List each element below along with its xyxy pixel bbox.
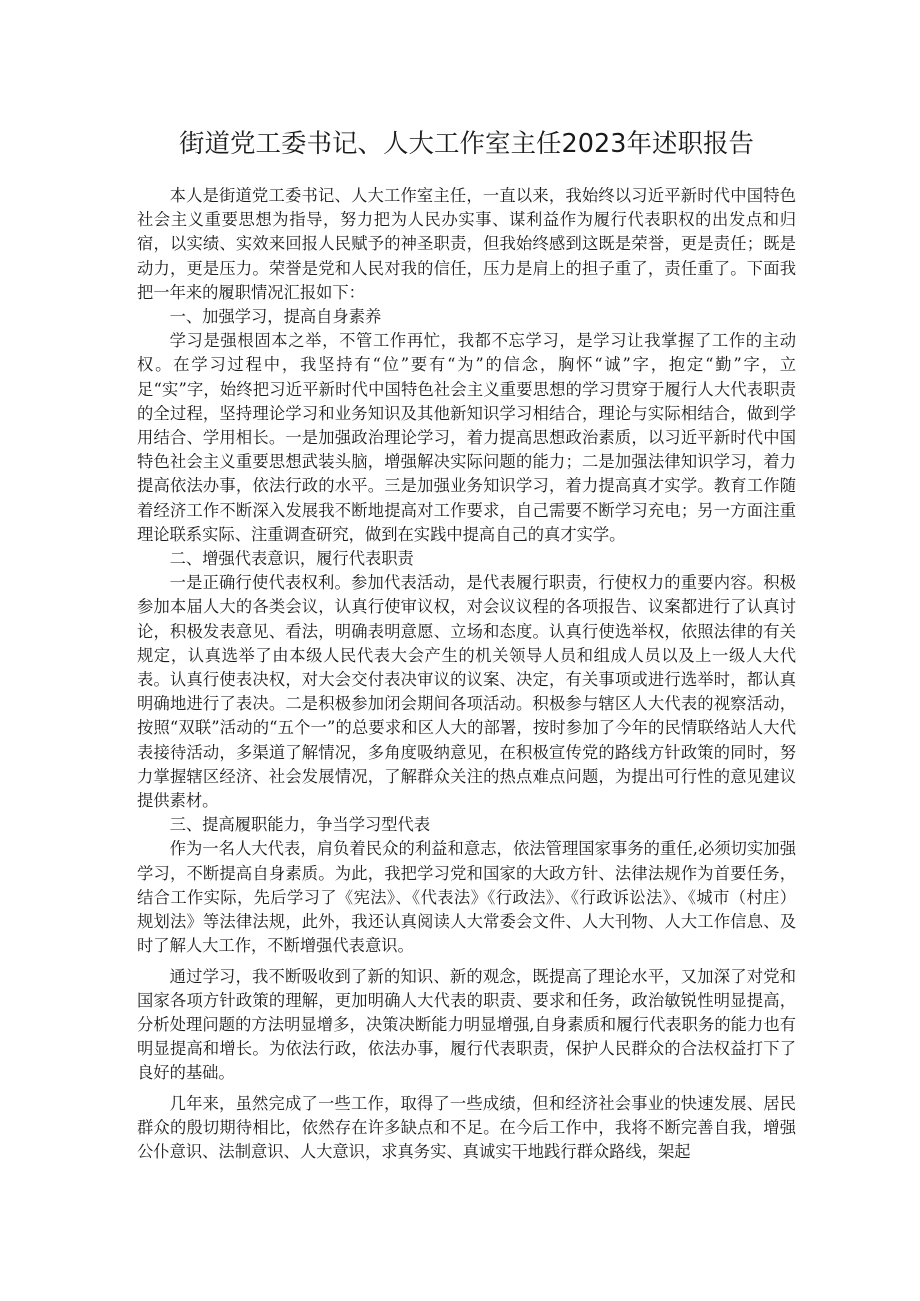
section-body-2: 一是正确行使代表权利。参加代表活动，是代表履行职责，行使权力的重要内容。积极参加本届人大的各类会议，认真行使审议权，对会议议程的各项报告、议案都进行了认真讨论，积极发表意见、看法，明确表明意愿、立场和态度。认真行使选举权，依照法律的有关规定，认真选举了由本级人民代表大会产生的机关领导人员和组成人员以及上一级人大代表。认真行使表决权，对大会交付表决审议的议案、决定，有关事项或进行选举时，都认真明确地进行了表决。二是积极参加闭会期间各项活动。积极参与辖区人大代表的视察活动，按照“双联”活动的“五个一”的总要求和区人大的部署，按时参加了今年的民情联络站人大代表接待活动，多渠道了解情况，多角度吸纳意见，在积极宣传党的路线方针政策的同时，努力掌握辖区经济、社会发展情况，了解群众关注的热点难点问题，为提出可行性的意见建议提供素材。 [137, 573, 796, 811]
document-title: 街道党工委书记、人大工作室主任2023年述职报告 [179, 129, 754, 159]
study-results-paragraph: 通过学习，我不断吸收到了新的知识、新的观念，既提高了理论水平，又加深了对党和国家各项方针政策的理解，更加明确人大代表的职责、要求和任务，政治敏锐性明显提高，分析处理问题的方法明显增多，决策决断能力明显增强,自身素质和履行代表职务的能力也有明显提高和增长。为依法行政，依法办事，履行代表职责，保护人民群众的合法权益打下了良好的基础。 [137, 966, 796, 1083]
future-work-paragraph: 几年来，虽然完成了一些工作，取得了一些成绩，但和经济社会事业的快速发展、居民群众的殷切期待相比，依然存在许多缺点和不足。在今后工作中，我将不断完善自我，增强公仆意识、法制意识、人大意识，求真务实、真诚实干地践行群众路线，架起 [137, 1093, 796, 1161]
document-page [137, 118, 796, 1164]
section-heading-2: 二、增强代表意识，履行代表职责 [169, 549, 414, 569]
section-heading-1: 一、加强学习，提高自身素养 [169, 307, 382, 327]
intro-paragraph: 本人是街道党工委书记、人大工作室主任，一直以来，我始终以习近平新时代中国特色社会主义重要思想为指导，努力把为人民办实事、谋利益作为履行代表职权的出发点和归宿，以实绩、实效来回报人民赋予的神圣职责，但我始终感到这既是荣誉，更是责任；既是动力，更是压力。荣誉是党和人民对我的信任，压力是肩上的担子重了，责任重了。下面我把一年来的履职情况汇报如下： [137, 186, 796, 302]
section-body-1: 学习是强根固本之举，不管工作再忙，我都不忘学习，是学习让我掌握了工作的主动权。在学习过程中，我坚持有“位”要有“为”的信念，胸怀“诚”字，抱定“勤”字，立足“实”字，始终把习近平新时代中国特色社会主义重要思想的学习贯穿于履行人大代表职责的全过程，坚持理论学习和业务知识及其他新知识学习相结合，理论与实际相结合，做到学用结合、学用相长。一是加强政治理论学习，着力提高思想政治素质，以习近平新时代中国特色社会主义重要思想武装头脑，增强解决实际问题的能力；二是加强法律知识学习，着力提高依法办事，依法行政的水平。三是加强业务知识学习，着力提高真才实学。教育工作随着经济工作不断深入发展我不断地提高对工作要求，自己需要不断学习充电；另一方面注重理论联系实际、注重调查研究，做到在实践中提高自己的真才实学。 [137, 331, 796, 544]
section-body-3: 作为一名人大代表，肩负着民众的利益和意志，依法管理国家事务的重任,必须切实加强学习，不断提高自身素质。为此，我把学习党和国家的大政方针、法律法规作为首要任务，结合工作实际，先后学习了《宪法》、《代表法》《行政法》、《行政诉讼法》、《城市（村庄）规划法》等法律法规，此外，我还认真阅读人大常委会文件、人大刊物、人大工作信息、及时了解人大工作，不断增强代表意识。 [137, 839, 796, 956]
section-heading-3: 三、提高履职能力，争当学习型代表 [169, 815, 431, 835]
